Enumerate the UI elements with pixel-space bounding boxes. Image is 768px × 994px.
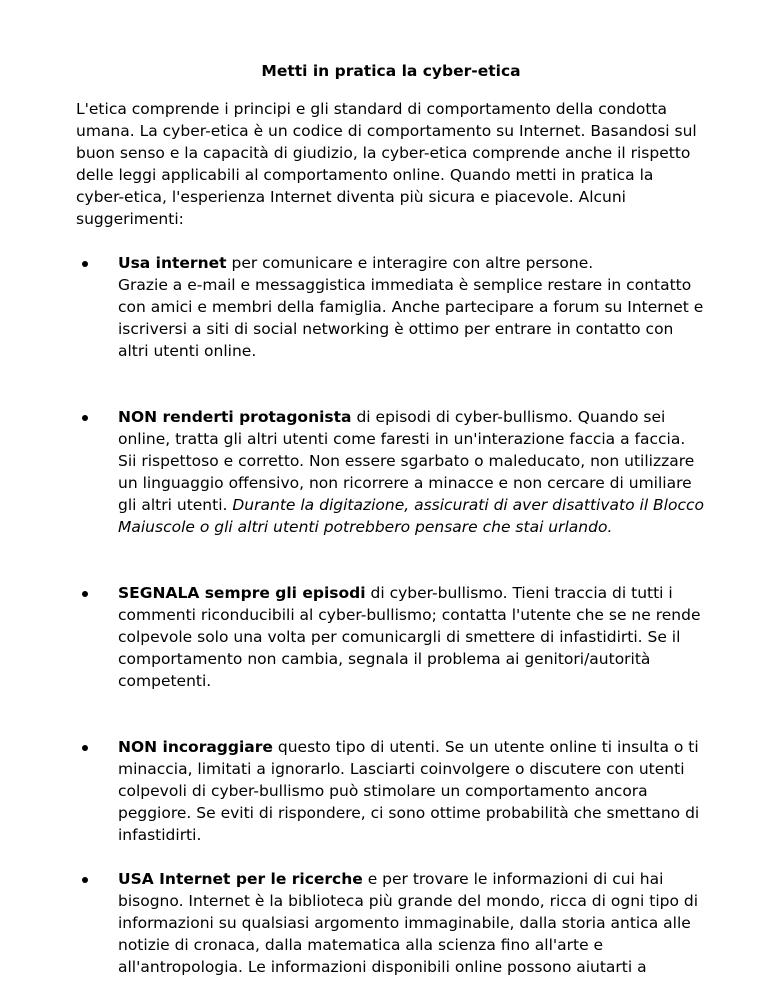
intro-paragraph: L'etica comprende i principi e gli standard di comportamento della condotta umana. La cyber-etica è un codice di comportamento su Internet. Basandosi sul buon senso e la capacità di giudizio, la cyber-etica comprende anche il rispetto delle leggi applicabili al comportamento online. Quando metti in pratica la cyber-etica, l'esperienza Internet diventa più sicura e piacevole. Alcuni suggerimenti:	[76, 100, 697, 228]
tip-italic-note: Durante la digitazione, assicurati di aver disattivato il Blocco Maiuscole o gli altri utenti potrebbero pensare che stai urlando.	[118, 496, 704, 536]
tip-text-continued: Grazie a e-mail e messaggistica immediata è semplice restare in contatto con amici e membri della famiglia. Anche partecipare a forum su Internet e iscriversi a siti di social networking è ottimo per entrare in contatto con altri utenti online.	[118, 276, 704, 360]
page-title: Metti in pratica la cyber-etica	[261, 62, 521, 80]
list-item	[76, 868, 706, 978]
bullet-icon	[82, 415, 88, 421]
bullet-icon	[82, 261, 88, 267]
tip-lead: SEGNALA sempre gli episodi	[118, 584, 366, 602]
tip-lead: NON incoraggiare	[118, 738, 273, 756]
bullet-icon	[82, 745, 88, 751]
list-item	[76, 582, 706, 692]
tips-list	[76, 252, 706, 978]
list-item	[76, 406, 706, 538]
tip-text: di cyber-bullismo. Tieni traccia di tutti i commenti riconducibili al cyber-bullismo; contatta l'utente che se ne rende colpevole solo una volta per comunicargli di smettere di infastidirti. Se il comportamento non cambia, segnala il problema ai genitori/autorità competenti.	[118, 584, 701, 690]
tip-lead: USA Internet per le ricerche	[118, 870, 363, 888]
tip-text: questo tipo di utenti. Se un utente online ti insulta o ti minaccia, limitati a ignorarlo. Lasciarti coinvolgere o discutere con utenti colpevoli di cyber-bullismo può stimolare un comportamento ancora peggiore. Se eviti di rispondere, ci sono ottime probabilità che smettano di infastidirti.	[118, 738, 700, 844]
document-page	[76, 60, 706, 978]
tip-lead: Usa internet	[118, 254, 227, 272]
tip-lead: NON renderti protagonista	[118, 408, 352, 426]
list-item	[76, 252, 706, 362]
tip-text: di episodi di cyber-bullismo. Quando sei online, tratta gli altri utenti come faresti in un'interazione faccia a faccia. Sii rispettoso e corretto. Non essere sgarbato o maleducato, non utilizzare un linguaggio offensivo, non ricorrere a minacce e non cercare di umiliare gli altri utenti.	[118, 408, 695, 514]
tip-text: e per trovare le informazioni di cui hai bisogno. Internet è la biblioteca più grande del mondo, ricca di ogni tipo di informazioni su qualsiasi argomento immaginabile, dalla storia antica alle notizie di cronaca, dalla matematica alla scienza fino all'arte e all'antropologia. Le informazioni disponibili online possono aiutarti a	[118, 870, 699, 976]
tip-text: per comunicare e interagire con altre persone.	[226, 254, 594, 272]
bullet-icon	[82, 591, 88, 597]
list-item	[76, 736, 706, 846]
bullet-icon	[82, 877, 88, 883]
